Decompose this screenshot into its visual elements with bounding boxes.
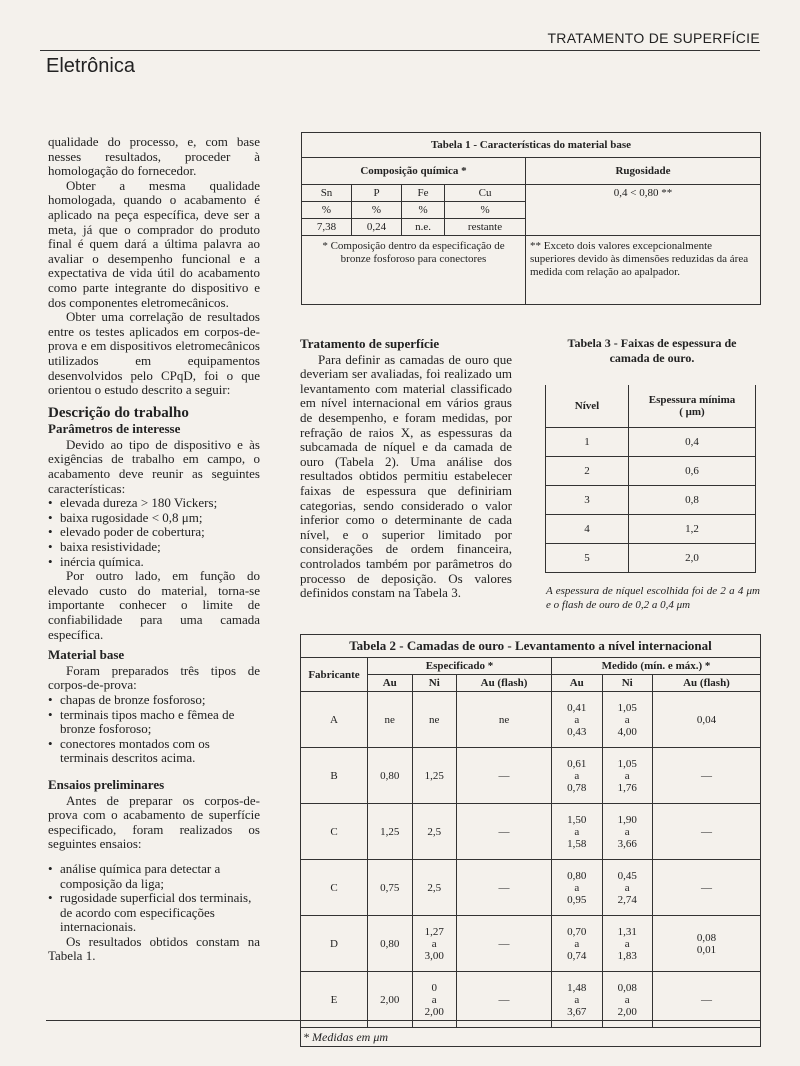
subheader-cell: Au <box>368 675 413 692</box>
value-cell: 1,25 <box>368 804 413 860</box>
element-cell: Sn <box>302 185 352 202</box>
unit-cell: % <box>402 202 445 219</box>
subheader-cell: Au <box>552 675 602 692</box>
element-cell: Fe <box>402 185 445 202</box>
element-cell: P <box>352 185 402 202</box>
value-cell: 1,48 a 3,67 <box>552 972 602 1028</box>
list-item: • conectores montados com os terminais descritos acima. <box>48 737 260 766</box>
paragraph: Os resultados obtidos constam na Tabela 1. <box>48 933 260 964</box>
list-item: • elevado poder de cobertura; <box>48 525 260 540</box>
paragraph: Foram preparados três tipos de corpos-de-prova: <box>48 662 260 693</box>
thickness-cell: 0,6 <box>629 457 756 486</box>
unit-cell: % <box>352 202 402 219</box>
specimen-list <box>48 693 260 766</box>
heading-descricao: Descrição do trabalho <box>48 404 189 421</box>
value-cell: 0,08 a 2,00 <box>602 972 652 1028</box>
characteristics-list <box>48 496 260 569</box>
value-cell: n.e. <box>402 219 445 236</box>
table-row <box>301 916 761 972</box>
thickness-cell: 1,2 <box>629 515 756 544</box>
paragraph: Obter uma correlação de resultados entre os testes aplicados em corpos-de-prova e em dispositivos eletromecânicos utilizados em equipamentos desenvolvidos pelo CPqD, foi o que orientou o estudo descrito a seguir: <box>48 309 260 398</box>
table-3-caption: Tabela 3 - Faixas de espessura de camada de ouro. <box>567 336 737 365</box>
value-cell: — <box>457 860 552 916</box>
value-cell: — <box>652 804 760 860</box>
heading-parametros: Parâmetros de interesse <box>48 421 181 437</box>
level-cell: 3 <box>546 486 629 515</box>
table-1-note-2: ** Exceto dois valores excepcionalmente superiores devido às dimensões reduzidas da área medida com relação ao apalpador. <box>526 236 761 305</box>
value-cell: 0,80 a 0,95 <box>552 860 602 916</box>
manufacturer-cell: C <box>301 804 368 860</box>
value-cell: 2,00 <box>368 972 413 1028</box>
roughness-header: Rugosidade <box>526 158 761 185</box>
thickness-header <box>629 385 756 428</box>
table-row <box>546 515 756 544</box>
manufacturer-cell: D <box>301 916 368 972</box>
heading-material-base: Material base <box>48 647 125 663</box>
tests-list <box>48 862 260 935</box>
thickness-cell: 0,8 <box>629 486 756 515</box>
table-1 <box>301 132 761 305</box>
value-cell: 0,41 a 0,43 <box>552 692 602 748</box>
value-cell: 0,75 <box>368 860 413 916</box>
list-item: • análise química para detectar a composição da liga; <box>48 862 260 891</box>
value-cell: 0,80 <box>368 916 413 972</box>
thickness-cell: 2,0 <box>629 544 756 573</box>
table-row <box>546 457 756 486</box>
heading-ensaios: Ensaios preliminares <box>48 776 165 792</box>
value-cell: 2,5 <box>412 804 457 860</box>
value-cell: — <box>652 748 760 804</box>
value-cell: 0,08 0,01 <box>652 916 760 972</box>
value-cell: 7,38 <box>302 219 352 236</box>
manufacturer-header: Fabricante <box>301 658 368 692</box>
table-row <box>301 860 761 916</box>
table-row <box>301 804 761 860</box>
value-cell: — <box>457 748 552 804</box>
table-2 <box>300 634 761 1047</box>
manufacturer-cell: B <box>301 748 368 804</box>
paragraph: Obter a mesma qualidade homologada, quando o acabamento é aplicado na peça específica, deve ser a meta, já que o comprador do produto final é quem dará a última palavra ao avaliar o desempenho funcional e a expectativa de vida útil do acabamento como parte integrante do dispositivo e dos componentes eletromecânicos. <box>48 177 260 310</box>
unit-cell: % <box>302 202 352 219</box>
value-cell: 1,05 a 4,00 <box>602 692 652 748</box>
paragraph: Por outro lado, em função do elevado custo do material, torna-se importante conhecer o limite de confiabilidade para uma camada específica. <box>48 568 260 642</box>
left-column <box>48 135 260 964</box>
list-item: • rugosidade superficial dos terminais, de acordo com especificações internacionais. <box>48 891 260 935</box>
section-header: TRATAMENTO DE SUPERFÍCIE <box>547 30 760 46</box>
value-cell: — <box>457 916 552 972</box>
composition-header: Composição química * <box>302 158 526 185</box>
value-cell: — <box>457 804 552 860</box>
value-cell: — <box>652 860 760 916</box>
table-2-footnote: * Medidas em μm <box>301 1028 761 1047</box>
value-cell: restante <box>445 219 526 236</box>
value-cell: 0,61 a 0,78 <box>552 748 602 804</box>
value-cell: 1,50 a 1,58 <box>552 804 602 860</box>
table-3-note: A espessura de níquel escolhida foi de 2 a 4 μm e o flash de ouro de 0,2 a 0,4 μm <box>546 585 760 611</box>
level-cell: 5 <box>546 544 629 573</box>
subheader-cell: Au (flash) <box>652 675 760 692</box>
roughness-value: 0,4 < 0,80 ** <box>526 185 761 236</box>
unit-cell: % <box>445 202 526 219</box>
table-row <box>301 748 761 804</box>
middle-column <box>300 337 512 601</box>
subheader-cell: Ni <box>412 675 457 692</box>
value-cell: ne <box>368 692 413 748</box>
manufacturer-cell: A <box>301 692 368 748</box>
table-row <box>546 428 756 457</box>
table-row <box>301 692 761 748</box>
list-item: • baixa resistividade; <box>48 540 260 555</box>
value-cell: 1,05 a 1,76 <box>602 748 652 804</box>
thickness-cell: 0,4 <box>629 428 756 457</box>
measured-header: Medido (mín. e máx.) * <box>552 658 761 675</box>
table-3 <box>545 385 756 573</box>
table-1-note-1: * Composição dentro da especificação de bronze fosforoso para conectores <box>302 236 526 305</box>
value-cell: 0,04 <box>652 692 760 748</box>
paragraph: Antes de preparar os corpos-de-prova com o acabamento de superfície especificado, foram realizados os seguintes ensaios: <box>48 792 260 852</box>
element-cell: Cu <box>445 185 526 202</box>
table-1-caption: Tabela 1 - Características do material base <box>302 133 761 158</box>
value-cell: 1,27 a 3,00 <box>412 916 457 972</box>
list-item: • inércia química. <box>48 555 260 570</box>
value-cell: 1,25 <box>412 748 457 804</box>
value-cell: 0,80 <box>368 748 413 804</box>
value-cell: 0,45 a 2,74 <box>602 860 652 916</box>
value-cell: 0 a 2,00 <box>412 972 457 1028</box>
value-cell: 0,24 <box>352 219 402 236</box>
header-rule <box>40 50 760 51</box>
list-item: • baixa rugosidade < 0,8 μm; <box>48 511 260 526</box>
magazine-section-title: Eletrônica <box>46 55 135 77</box>
heading-tratamento: Tratamento de superfície <box>300 336 440 351</box>
subheader-cell: Au (flash) <box>457 675 552 692</box>
value-cell: 1,31 a 1,83 <box>602 916 652 972</box>
level-cell: 1 <box>546 428 629 457</box>
value-cell: ne <box>457 692 552 748</box>
value-cell: — <box>457 972 552 1028</box>
list-item: • chapas de bronze fosforoso; <box>48 693 260 708</box>
thickness-unit: ( μm) <box>679 406 705 418</box>
table-row <box>546 544 756 573</box>
manufacturer-cell: E <box>301 972 368 1028</box>
value-cell: 0,70 a 0,74 <box>552 916 602 972</box>
list-item: • terminais tipos macho e fêmea de bronze fosforoso; <box>48 708 260 737</box>
paragraph: Devido ao tipo de dispositivo e às exigências de trabalho em campo, o acabamento deve reunir as seguintes características: <box>48 436 260 496</box>
level-cell: 4 <box>546 515 629 544</box>
footer-rule <box>46 1020 760 1021</box>
value-cell: — <box>652 972 760 1028</box>
list-item: • elevada dureza > 180 Vickers; <box>48 496 260 511</box>
paragraph: Para definir as camadas de ouro que deveriam ser avaliadas, foi realizado um levantamento com material classificado em nível internacional em vários graus de desempenho, e foram medidas, por refração de raios X, as espessuras da subcamada de níquel e da camada de ouro (Tabela 2). Uma análise dos resultados obtidos permitiu estabelecer faixas de espessura que definiriam categorias, sendo considerado o valor inferior como o determinante de cada nível, e o superior limitado por considerações de ordem financeira, controlados também por parâmetros do processo de deposição. Os valores definidos constam na Tabela 3. <box>300 351 512 601</box>
value-cell: 2,5 <box>412 860 457 916</box>
table-row <box>546 486 756 515</box>
value-cell: ne <box>412 692 457 748</box>
thickness-label: Espessura mínima <box>648 394 736 406</box>
table-2-caption: Tabela 2 - Camadas de ouro - Levantamento a nível internacional <box>301 635 761 658</box>
level-cell: 2 <box>546 457 629 486</box>
manufacturer-cell: C <box>301 860 368 916</box>
specified-header: Especificado * <box>368 658 552 675</box>
paragraph: qualidade do processo, e, com base nesses resultados, proceder à homologação do fornecedor. <box>48 134 260 179</box>
level-header: Nível <box>546 385 629 428</box>
subheader-cell: Ni <box>602 675 652 692</box>
value-cell: 1,90 a 3,66 <box>602 804 652 860</box>
